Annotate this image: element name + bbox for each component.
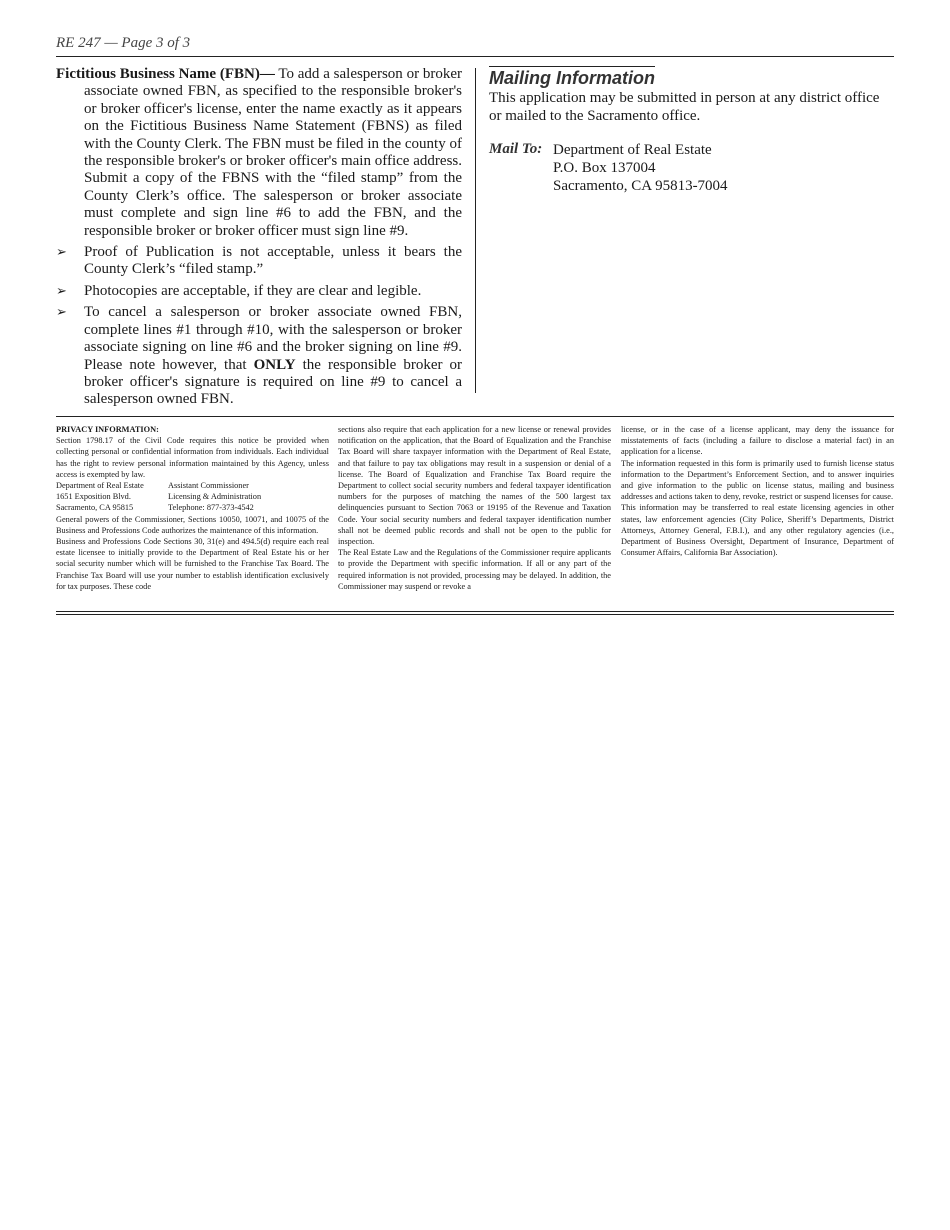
privacy-paragraph: Section 1798.17 of the Civil Code requires this notice be provided when collecting personal or confidential information from individuals. Each individual has the right to review personal information maintained by this Agency, unless access is exempted by law. bbox=[56, 436, 329, 479]
contact-cell: Department of Real Estate bbox=[56, 481, 144, 491]
privacy-paragraph: Business and Professions Code Sections 30, 31(e) and 494.5(d) require each real estate licensee to initially provide to the Department of Real Estate his or her social security number which will be furnished to the Franchise Tax Board. The Franchise Tax Board will use your number to establish identification exclusively for tax purposes. These code bbox=[56, 537, 329, 591]
section-divider bbox=[56, 416, 894, 417]
page-header bbox=[56, 34, 894, 57]
page-label: RE 247 — Page 3 of 3 bbox=[56, 35, 191, 51]
contact-cell: Assistant Commissioner bbox=[168, 481, 249, 491]
address-line: Sacramento, CA 95813-7004 bbox=[553, 178, 728, 195]
footer-rule bbox=[56, 611, 894, 612]
privacy-column-1 bbox=[56, 424, 329, 592]
privacy-column-2 bbox=[338, 424, 611, 592]
privacy-paragraph: General powers of the Commissioner, Sections 10050, 10071, and 10075 of the Business and Professions Code authorizes the maintenance of this information. bbox=[56, 514, 329, 535]
fbn-paragraph bbox=[56, 66, 462, 240]
bullet-item bbox=[56, 304, 462, 408]
contact-row bbox=[56, 480, 329, 491]
mailing-intro: This application may be submitted in person at any district office or mailed to the Sacramento office. bbox=[489, 90, 880, 124]
contact-cell: 1651 Exposition Blvd. bbox=[56, 492, 131, 502]
arrow-bullet-icon: ➢ bbox=[56, 305, 67, 321]
privacy-paragraph: license, or in the case of a license applicant, may deny the issuance for misstatements of facts (including a failure to disclose a material fact) in an application for a license. bbox=[621, 425, 894, 457]
privacy-paragraph: The information requested in this form is primarily used to furnish license status information to the Department’s Enforcement Section, and to answer inquiries and give information to the public on license status, mailing and business addresses and actions taken to deny, revoke, restrict or suspend licenses for cause. bbox=[621, 458, 894, 502]
privacy-paragraph: This information may be transferred to real estate licensing agencies in other states, law enforcement agencies (City Police, Sheriff’s Departments, District Attorneys, Attorney General, F.B.I.), and any other regulatory agencies (i.e., Department of Business Oversight, Department of Insurance, Department of Consumer Affairs, California Bar Association). bbox=[621, 503, 894, 558]
arrow-bullet-icon: ➢ bbox=[56, 283, 67, 299]
privacy-column-3 bbox=[621, 424, 894, 558]
mailing-section bbox=[489, 66, 894, 195]
footer-rule bbox=[56, 614, 894, 615]
mail-address bbox=[553, 141, 728, 195]
contact-row bbox=[56, 502, 329, 513]
bullet-item bbox=[56, 244, 462, 279]
privacy-title: PRIVACY INFORMATION: bbox=[56, 425, 159, 434]
mailing-title: Mailing Information bbox=[489, 68, 655, 88]
privacy-paragraph: The Real Estate Law and the Regulations of the Commissioner require applicants to provide the Department with specific information. If all or any part of the required information is not provided, processing may be delayed. In addition, the Commissioner may suspend or revoke a bbox=[338, 548, 611, 591]
bullet-text-part: To cancel a salesperson or broker associate owned FBN, complete lines #1 through #10, with the salesperson or broker associate signing on line #6 and the broker signing on line #9. Please note however, that bbox=[84, 304, 462, 373]
bullet-text-part: the responsible broker or broker officer's signature is required on line #9 to cancel a salesperson owned FBN. bbox=[84, 356, 462, 408]
address-line: P.O. Box 137004 bbox=[553, 160, 656, 177]
fbn-text: To add a salesperson or broker associate owned FBN, as specified to the responsible broker's or broker officer's license, enter the name exactly as it appears on the Fictitious Business Name Statement (FBNS) as filed with the County Clerk. The FBN must be filed in the county of the responsible broker's or broker officer's main office address. Submit a copy of the FBNS with the “filed stamp” from the County Clerk’s office. The salesperson or broker associate must complete and sign line #6 to add the FBN, and the responsible broker or broker officer must sign line #9. bbox=[84, 66, 463, 239]
contact-cell: Telephone: 877-373-4542 bbox=[168, 503, 254, 513]
column-divider bbox=[475, 68, 476, 393]
fbn-title: Fictitious Business Name (FBN)— bbox=[56, 66, 275, 82]
mail-to-label: Mail To: bbox=[489, 141, 543, 158]
contact-cell: Licensing & Administration bbox=[168, 492, 262, 502]
fbn-instructions bbox=[56, 66, 462, 409]
bullet-item bbox=[56, 283, 462, 300]
bullet-text: Proof of Publication is not acceptable, unless it bears the County Clerk’s “filed stamp.” bbox=[84, 244, 462, 278]
address-line: Department of Real Estate bbox=[553, 142, 712, 159]
contact-cell: Sacramento, CA 95815 bbox=[56, 503, 134, 513]
arrow-bullet-icon: ➢ bbox=[56, 245, 67, 261]
mail-to-block bbox=[489, 141, 894, 195]
bullet-emphasis: ONLY bbox=[253, 356, 296, 373]
privacy-paragraph: sections also require that each application for a new license or renewal provides notification on the application, that the Board of Equalization and the Franchise Tax Board will share taxpayer information with the Department of Real Estate, and that failure to pay tax obligations may result in a suspension or denial of a license. The Board of Equalization and Franchise Tax Board require the Department to collect social security numbers and federal taxpayer identification numbers for the purposes of matching the names of the 500 largest tax delinquencies pursuant to Section 7063 or 19195 of the Revenue and Taxation Code. Your social security numbers and federal taxpayer identification number shall not be deemed public records and shall not be open to the public for inspection. bbox=[338, 425, 611, 547]
bullet-text: Photocopies are acceptable, if they are clear and legible. bbox=[84, 282, 422, 299]
contact-row bbox=[56, 491, 329, 502]
